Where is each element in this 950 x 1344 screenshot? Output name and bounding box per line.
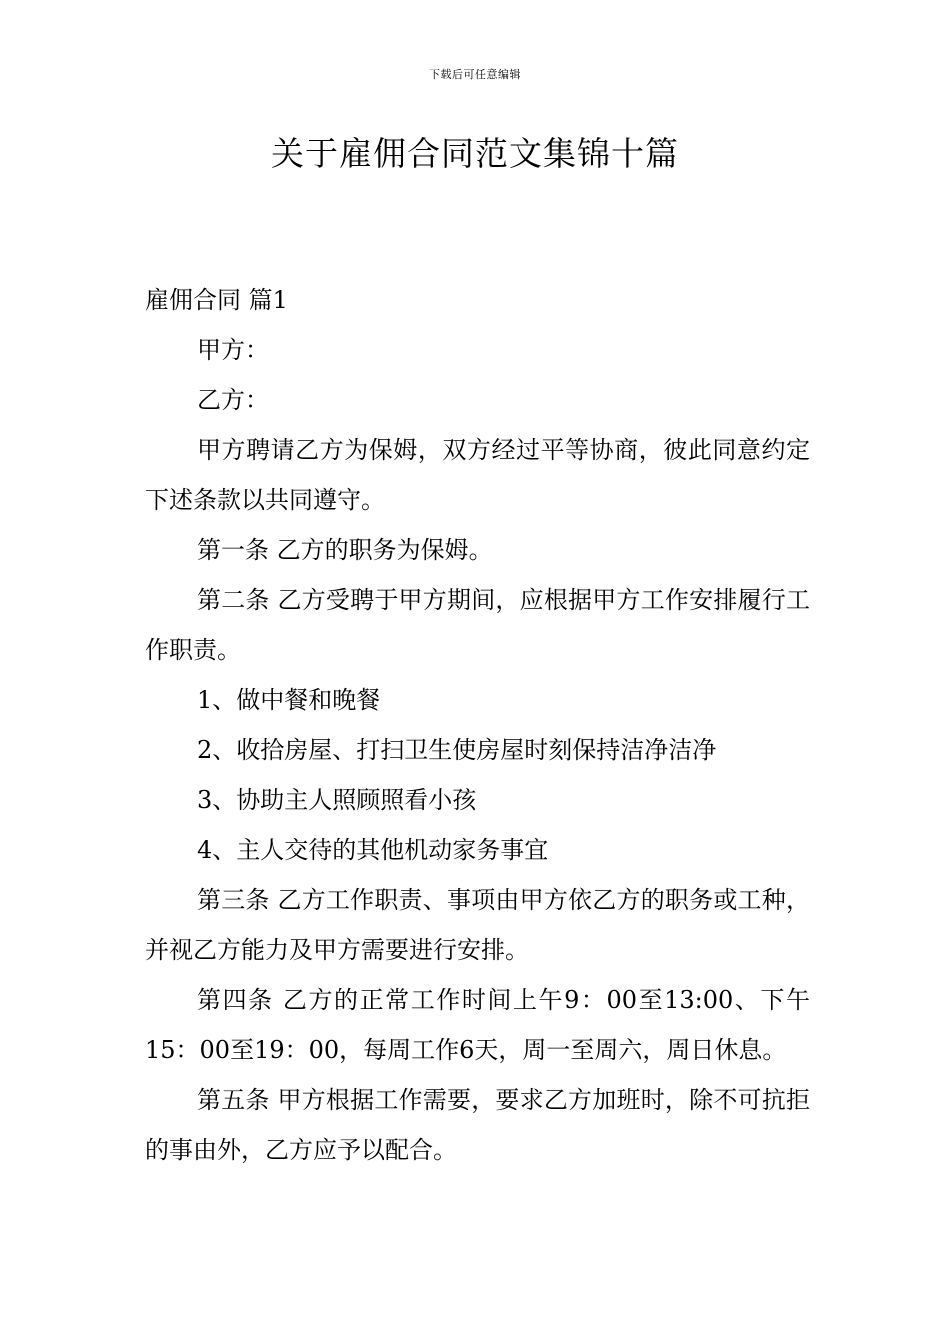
article-4: 第四条 乙方的正常工作时间上午9：00至13:00、下午15：00至19：00，每周工作6天，周一至周六，周日休息。	[145, 986, 810, 1064]
article-2: 第二条 乙方受聘于甲方期间，应根据甲方工作安排履行工作职责。	[145, 586, 810, 664]
intro-paragraph: 甲方聘请乙方为保姆，双方经过平等协商，彼此同意约定下述条款以共同遵守。	[145, 436, 810, 514]
duty-item-3: 3、协助主人照顾照看小孩	[197, 786, 477, 814]
article-3: 第三条 乙方工作职责、事项由甲方依乙方的职务或工种，并视乙方能力及甲方需要进行安排。	[145, 886, 810, 964]
article-1: 第一条 乙方的职务为保姆。	[197, 536, 493, 564]
duty-item-4: 4、主人交待的其他机动家务事宜	[197, 836, 549, 864]
document-body	[145, 275, 810, 1175]
duty-item-1: 1、做中餐和晚餐	[197, 686, 381, 714]
article-5: 第五条 甲方根据工作需要，要求乙方加班时，除不可抗拒的事由外，乙方应予以配合。	[145, 1086, 810, 1164]
party-b-line: 乙方：	[197, 386, 269, 414]
party-a-line: 甲方：	[197, 336, 269, 364]
document-title: 关于雇佣合同范文集锦十篇	[271, 134, 679, 173]
duty-item-2: 2、收拾房屋、打扫卫生使房屋时刻保持洁净洁净	[197, 736, 717, 764]
section-heading: 雇佣合同 篇1	[145, 286, 288, 314]
header-note: 下载后可任意编辑	[429, 68, 521, 81]
